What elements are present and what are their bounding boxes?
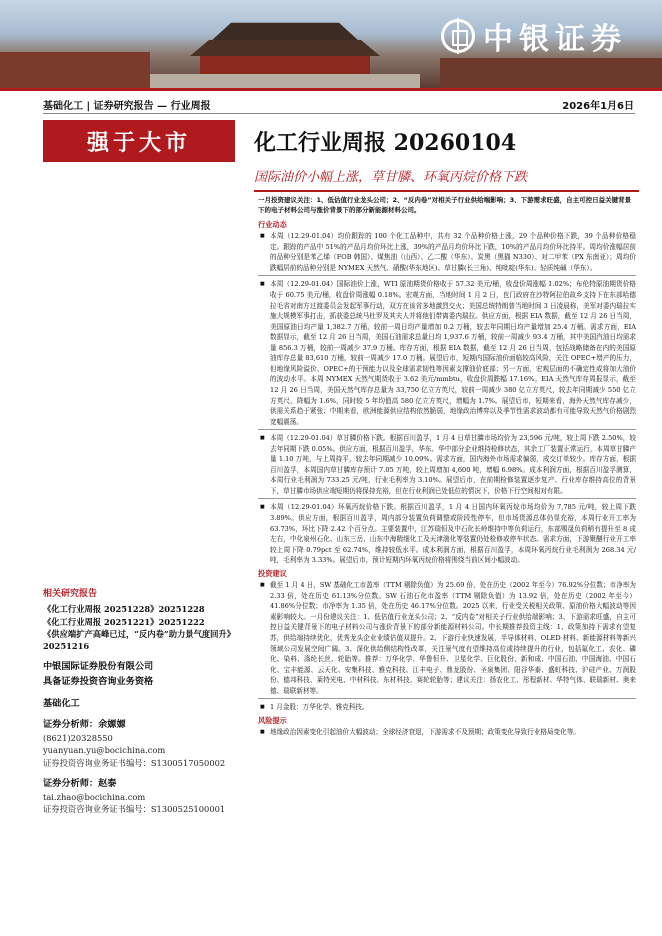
banner-wall-left: [0, 52, 150, 88]
analyst-name: 证券分析师：赵泰: [43, 777, 117, 789]
analyst-phone: (8621)20328550: [43, 733, 113, 744]
banner-roof-lower: [190, 40, 380, 56]
banner-divider: [0, 88, 662, 91]
title-divider: [254, 190, 639, 192]
sidebar: [43, 588, 243, 815]
report-category: 基础化工 | 证券研究报告 — 行业周报: [43, 101, 211, 112]
related-reports-title: 相关研究报告: [43, 589, 98, 599]
section-title-invest: 投资建议: [258, 568, 287, 578]
report-header: [0, 94, 662, 112]
banner-stairs: [150, 74, 420, 88]
related-report-item[interactable]: 《供应端扩产高峰已过，“反内卷”助力景气度回升》20251216: [43, 628, 236, 652]
logo-text: 中银证券: [483, 22, 627, 57]
org-line-2: 具备证券投资咨询业务资格: [43, 675, 154, 687]
header-banner-image: [0, 0, 662, 88]
invest-item: ■ 1 月金股：万华化学、雅克科技。: [258, 702, 636, 713]
report-title: 化工行业周报 20260104: [254, 130, 517, 156]
related-report-item[interactable]: 《化工行业周报 20251221》20251222: [43, 616, 205, 627]
invest-item: ■ 截至 1 月 4 日，SW 基础化工市盈率（TTM 剔除负值）为 25.69 倍，处在历史（2002 年至今）76.92%分位数；市净率为 2.33 倍，处在历史 61.13%分位数。SW 石油石化市盈率（TTM 剔除负值）为 13.92 倍，处在历史（2002 年至今）41.86%分位数；市净率为 1.35 倍，处在历史 46.17%分位数。2025 以来，行业受关税相关政策、原油价格大幅波动等因素影响较大。一月份建议关注：1、低估值行业龙头公司；2、“反内卷”对相关子行业供给端影响；3、下游需求旺盛，自主可控日益关键背景下的电子材料公司与涨价背景下的部分新能源材料公司。中长期推荐投资主线：1、政策加持下需求有望复苏，供给端持续优化，优秀龙头企业业绩估值双提升。2、下游行业快速发展，半导体材料、OLED 材料、新能源材料等新兴领域公司发展空间广阔。3、深化供给侧结构性改革，关注景气度有望维持高位或持续提升的行业，包括氟化工、农化、磷化、染料、涤纶长丝、轮胎等。推荐：万华化学、华鲁恒升、卫星化学、巨化股份、新和成、中国石油、中国海油、中国石化、宝丰能源、云天化、安集科技、雅克科技、江丰电子、鼎龙股份、圣泉集团、阳谷华泰、盛虹科技、沪硅产业、万润股份、德邦科技、莱特光电、中材科技、东材科技、赛轮轮胎等；建议关注：扬农化工、彤程新材、华特气体、联瑞新材、奥来德、瑞联新材等。: [258, 580, 636, 696]
dynamics-item: ■ 本周（12.29-01.04）草甘膦价格下跌。根据百川盈孚，1 月 4 日草甘膦市场均价为 23,596 元/吨，较上周下跌 2.50%，较去年同期下跌 0.05%。供应方面，根据百川盈孚，华东、华中部分企业维持检修状态，其余工厂装置正常运行，本周草甘膦产量 1.10 万吨，与上周持平，较去年同期减少 10.09%。需求方面，国内海外市场需求偏弱，成交订单较少。库存方面，根据百川盈孚，本周国内草甘膦库存预计 7.05 万吨，较上周增加 4,600 吨，增幅 6.98%。成本利润方面，根据百川盈孚测算，本周行业毛利润为 733.25 元/吨，行业毛利率为 3.10%。展望后市，在前期检修装置逐步复产、行业库存维持高位的背景下，草甘膦市场供应端短期仍将保持充裕，但在行业利润已处低位的情况下，价格下行空间相对有限。: [258, 433, 636, 496]
section-title-dynamics: 行业动态: [258, 219, 287, 229]
analyst-block-1: [43, 718, 243, 768]
analyst-cert: 证券投资咨询业务证书编号：S1300517050002: [43, 757, 226, 768]
dynamics-item: ■ 本周（12.29-01.04）环氧丙烷价格下跌。根据百川盈孚，1 月 4 日国内环氧丙烷市场均价为 7,785 元/吨，较上周下跌 3.89%。供应方面，根据百川盈孚，周内部分装置负荷调整或阶段性停车，但市场货源总体仍显充裕，本周行业开工率为 63.73%，环比下降 2.42 个百分点。主要装置中，江苏瑞恒及中石化长岭维持中等负荷运行，东部赐晟负荷稍有提升至 8 成左右，中化泉州石化、山东三岳、山东中海精细化工及天津渤化等装置仍处检修或停车状态。需求方面，下游聚醚行业开工率较上周下降 0.79pct 至 62.74%，维持较低水平。成本利润方面，根据百川盈孚，本周环氧丙烷行业毛利润为 268.34 元/吨，毛利率为 3.33%。展望后市，预计短期内环氧丙烷价格将围绕当前区间小幅波动。: [258, 502, 636, 565]
item-separator: [258, 698, 636, 699]
analyst-email[interactable]: yuanyuan.yu@bocichina.com: [43, 745, 166, 756]
brand-logo: [441, 16, 641, 56]
analyst-name: 证券分析师：余嫄嫄: [43, 719, 126, 731]
analyst-email[interactable]: tai.zhao@bocichina.com: [43, 791, 146, 802]
org-name: [43, 660, 243, 689]
item-separator: [258, 429, 636, 430]
dynamics-item: ■ 本周（12.29-01.04）国际油价上涨，WTI 原油期货价格收于 57.32 美元/桶，收盘价周涨幅 1.02%；布伦特原油期货价格收于 60.75 美元/桶，收盘价周涨幅 0.18%。宏观方面，当地时间 1 月 2 日，也门政府在沙特阿拉伯故乡支持下在东部哈德拉毛省对南方过渡委员会发起军事行动，双方在该省多地激烈交火；美国总统特朗普当地时间 3 日凌晨称，美军对委内瑞拉实施大规模军事打击，抓获委总统马杜罗及其夫人并将他们带离委内瑞拉。供应方面，根据 EIA 数据，截至 12 月 26 日当周，美国原油日均产量 1,382.7 万桶，较前一周日均产量增加 0.2 万桶，较去年同期日均产量增加 25.4 万桶。需求方面，EIA 数据显示，截至 12 月 26 日当周，美国石油需求总量日均 1,937.6 万桶，较前一周减少 93.4 万桶，其中美国汽油日均需求量 856.3 万桶，较前一周减少 37.9 万桶。库存方面，根据 EIA 数据，截至 12 月 26 日当周，包括战略储备在内的美国原油库存总量 83,610 万桶，较前一周减少 17.0 万桶。展望后市，短期内国际油价面临较高风险，关注 OPEC+增产的压力，但地缘风险溢价、OPEC+的干预能力以及全球需求韧性等因素支撑油价底部；另一方面，宏观层面的不确定性或将加大油价的波动水平。本周 NYMEX 天然气期货收于 3.62 美元/mmbtu，收盘价周跌幅 17.16%。EIA 天然气库存周报显示，截至 12 月 26 日当周，美国天然气库存总量为 33,750 亿立方英尺，较前一周减少 380 亿立方英尺，较去年同期减少 550 亿立方英尺，降幅为 1.6%，同时较 5 年均值高 580 亿立方英尺，增幅为 1.7%。展望后市，短期来看，海外天然气库存减少，供需关系趋于紧张；中期来看，欧洲能源供应结构依然脆弱，地缘政治博弈以及季节性需求波动都有可能导致天然气价格剧烈宽幅震荡。: [258, 279, 636, 427]
dynamics-item: ■ 本周（12.29-01.04）均价跟踪的 100 个化工品种中，共有 32 个品种价格上涨，29 个品种价格下跌，39 个品种价格稳定。跟踪的产品中 51%的产品月均价环比上涨，39%的产品月均价环比下跌，10%的产品月均价环比持平。周均价涨幅居前的品种分别是苯乙烯（FOB 韩国）、煤焦油（山西）、乙二酸（华东）、炭黑（黑猫 N330）、对二甲苯（PX 东南亚）；周均价跌幅居前的品种分别是 NYMEX 天然气、硝酸(华东地区)、草甘膦(长三角)、纯吡啶(华东)、轻质纯碱（华东）。: [258, 231, 636, 273]
analyst-cert: 证券投资咨询业务证书编号：S1300525100001: [43, 803, 226, 814]
industry-label: 基础化工: [43, 697, 80, 709]
banner-wall-right: [440, 58, 662, 88]
banner-hall: [200, 56, 370, 76]
item-separator: [258, 275, 636, 276]
item-separator: [258, 498, 636, 499]
risk-item: ■ 地缘政治因素变化引起油价大幅波动；全球经济衰退，下游需求不及预期；政策变化导致行业格局变化等。: [258, 727, 636, 738]
analyst-block-2: [43, 777, 243, 815]
header-divider: [43, 113, 635, 114]
rating-badge: 强于大市: [43, 120, 235, 162]
logo-icon: [441, 19, 475, 53]
org-line-1: 中银国际证券股份有限公司: [43, 661, 154, 673]
report-body: [258, 195, 636, 738]
report-date: 2026年1月6日: [562, 101, 634, 112]
section-title-risk: 风险提示: [258, 715, 287, 725]
summary-paragraph: 一月投资建议关注：1、低估值行业龙头公司；2、“反内卷”对相关子行业供给端影响；3、下游需求旺盛，自主可控日益关键背景下的电子材料公司与涨价背景下的部分新能源材料公司。: [258, 196, 632, 215]
related-report-item[interactable]: 《化工行业周报 20251228》20251228: [43, 604, 205, 615]
banner-roof-upper: [210, 18, 360, 42]
report-subtitle: 国际油价小幅上涨，草甘膦、环氧丙烷价格下跌: [254, 170, 528, 185]
